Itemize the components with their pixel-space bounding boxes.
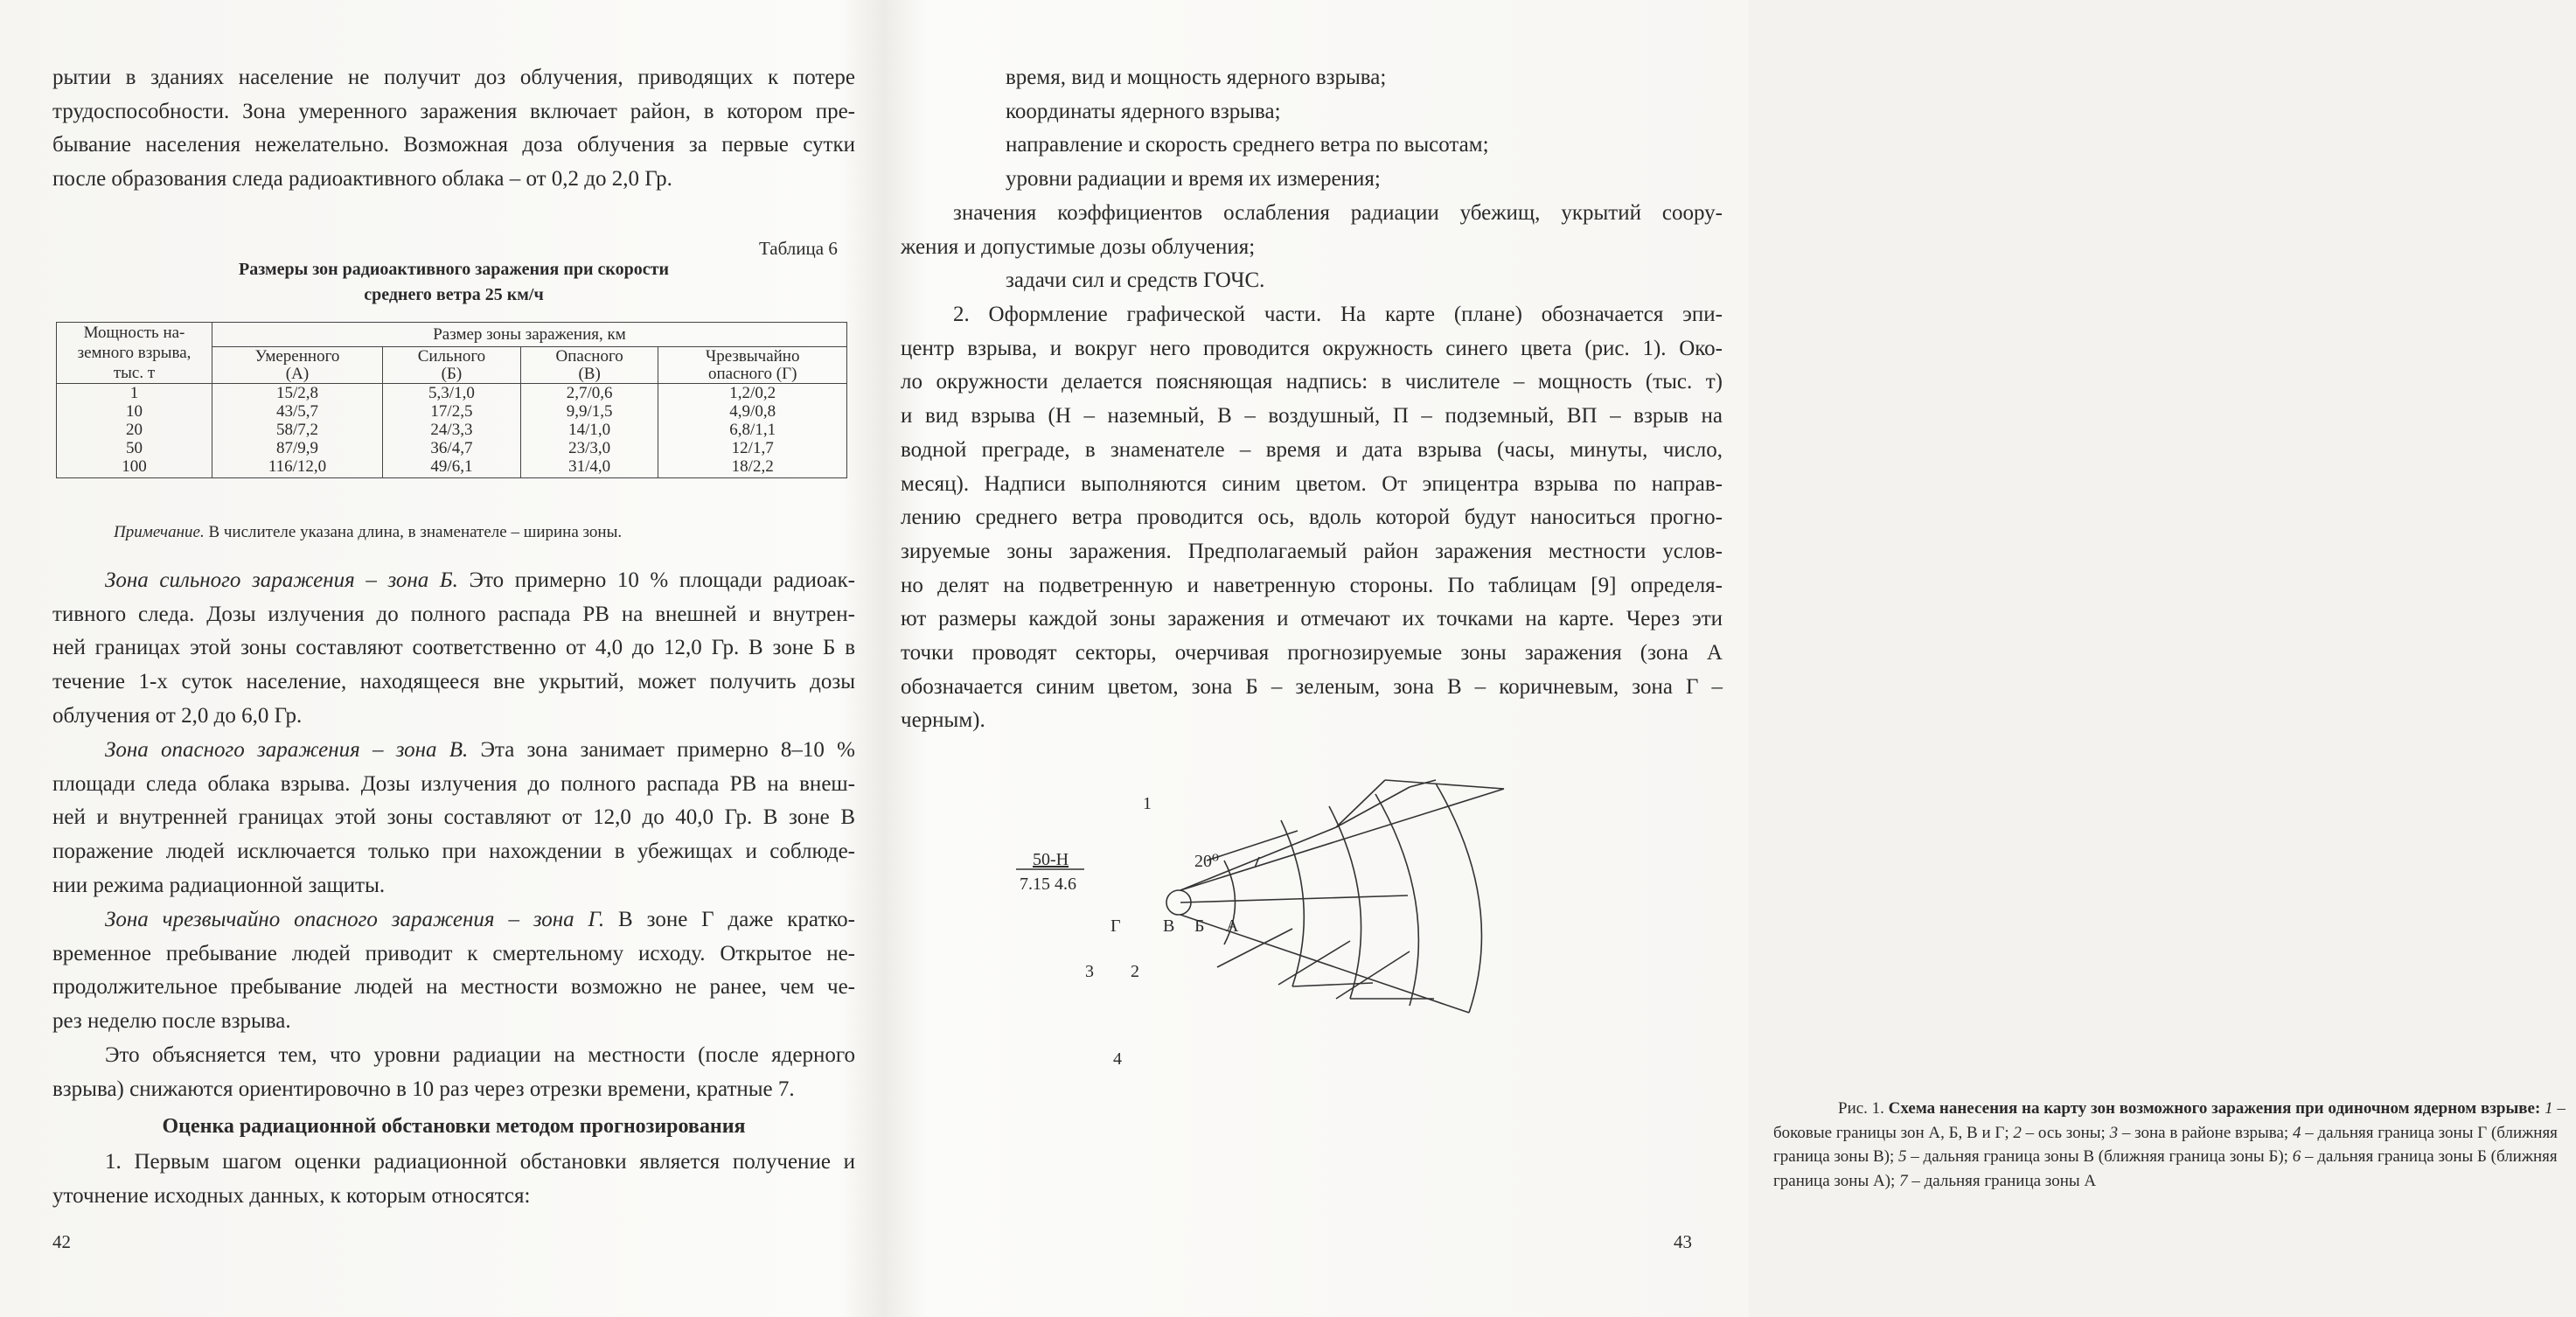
diagram-label-3: 3 [1085,962,1094,981]
diagram-zone-b: Б [1194,916,1205,936]
diagram-label-1: 1 [1143,794,1152,813]
text-line: тивного следа. Дозы излучения до полного распада РВ на внешней и внутрен- [52,602,855,626]
right-page [874,0,2566,1317]
table-title-line: среднего ветра 25 км/ч [364,285,544,304]
table-header-zone-g: Чрезвычайно опасного (Г) [658,347,847,384]
text-line: обозначается синим цветом, зона Б – зеленым, зона В – коричневым, зона Г – [901,674,1723,699]
text-line: нии режима радиационной защиты. [52,873,386,897]
text-line: месяц). Надписи выполняются синим цветом. От эпицентра взрыва по направ- [901,471,1723,496]
text-line: площади следа облака взрыва. Дозы излучения до полного распада РВ на внеш- [52,771,855,796]
left-page [0,0,874,1317]
far-border-b [1375,794,1418,1006]
table-header-zone-b: Сильного (Б) [382,347,520,384]
sector-line-1 [1207,831,1298,861]
note-text: В числителе указана длина, в знаменателе – ширина зоны. [204,523,623,541]
diagram-label-angle: 20⁰ [1194,852,1220,871]
right-list-item-5 [901,197,1723,264]
upper-boundary-line [1180,789,1504,890]
text-line: точки проводят секторы, очерчивая прогнозируемые зоны заражения (зона А [901,641,1723,665]
text-line: рытии в зданиях население не получит доз облучения, приводящих к потере [52,66,855,89]
zones-table [56,322,847,478]
table-row: 20 58/7,2 24/3,3 14/1,0 6,8/1,1 [57,421,847,439]
text-line: Зона сильного заражения – зона Б. Это примерно 10 % площади радиоак- [105,568,856,592]
table-header-zone-a: Умеренного (А) [212,347,383,384]
table-title-line: Размеры зон радиоактивного заражения при скорости [239,260,669,279]
text-line: поражение людей исключается только при нахождении в убежищах и соблюде- [52,840,855,864]
diagram-label-numerator: 50-Н [1033,850,1069,869]
diagram-label-4: 4 [1113,1049,1122,1069]
text-line: но делят на подветренную и наветренную стороны. По таблицам [9] определя- [901,573,1723,597]
diagram-label-2: 2 [1131,962,1139,981]
list-item: координаты ядерного взрыва; [1006,99,1281,123]
text-line: ют размеры каждой зоны заражения и отмечают их точками на карте. Через эти [901,607,1723,631]
right-paragraph-graphics [901,298,1723,738]
text-line: черным). [901,708,985,733]
list-item: направление и скорость среднего ветра по высотам; [1006,133,1489,157]
list-item: задачи сил и средств ГОЧС. [1006,268,1265,292]
sector-tick-2 [1278,941,1350,985]
text-line: ло окружности делается поясняющая надпись: в числителе – мощность (тыс. т) [901,370,1723,394]
left-paragraph-zone-g [52,903,855,1039]
list-item: уровни радиации и время их измерения; [1006,167,1381,192]
far-border-a [1436,784,1481,1013]
diagram-zone-a: А [1226,916,1239,936]
inner-boundary-line-4 [1385,780,1504,789]
table-header-zone-v: Опасного (В) [520,347,658,384]
table-row: 10 43/5,7 17/2,5 9,9/1,5 4,9/0,8 [57,402,847,421]
text-line: трудоспособности. Зона умеренного заражения включает район, в котором пре- [52,99,855,123]
table-header-group: Размер зоны заражения, км [212,323,847,347]
page-number-right: 43 [1674,1231,1692,1252]
diagram-zone-v: В [1163,916,1175,936]
text-line: временное пребывание людей приводит к смертельному исходу. Открытое не- [52,941,855,965]
text-line: уточнение исходных данных, к которым относятся: [52,1183,531,1208]
left-paragraph-decay [52,1039,855,1106]
text-line: ней и внутренней границах этой зоны составляют от 12,0 до 40,0 Гр. В зоне В [52,805,855,830]
text-line: течение 1-х суток население, находящееся вне укрытий, может получить дозы [52,670,855,694]
text-line: водной преграде, в знаменателе – время и дата взрыва (часы, минуты, число, [901,437,1723,462]
text-line: центр взрыва, и вокруг него проводится окружность синего цвета (рис. 1). Око- [901,336,1723,360]
text-line: Зона чрезвычайно опасного заражения – зона Г. В зоне Г даже кратко- [105,908,855,931]
text-line: взрыва) снижаются ориентировочно в 10 раз через отрезки времени, кратные 7. [52,1077,795,1101]
table-note [114,523,622,542]
text-line: Это объясняется тем, что уровни радиации на местности (после ядерного [105,1043,855,1067]
text-line: ней границах этой зоны составляют соответственно от 4,0 до 12,0 Гр. В зоне Б в [52,636,855,660]
text-line: лению среднего ветра проводится ось, вдоль которой будут наноситься прогно- [901,505,1723,530]
text-line: рез неделю после взрыва. [52,1009,291,1034]
text-line: после образования следа радиоактивного облака – от 0,2 до 2,0 Гр. [52,167,672,192]
diagram-zone-g: Г [1110,916,1121,936]
table-row: 100 116/12,0 49/6,1 31/4,0 18/2,2 [57,457,847,478]
text-line: продолжительное пребывание людей на местности возможно не ранее, чем че- [52,975,855,1000]
table-row: 50 87/9,9 36/4,7 23/3,0 12/1,7 [57,439,847,457]
term-zone-b: Зона сильного заражения – зона Б. [105,568,458,592]
text-line: и вид взрыва (Н – наземный, В – воздушный, П – подземный, ВП – взрыв на [901,404,1723,429]
zone-axis [1180,895,1408,902]
sector-tick-3 [1336,951,1410,999]
left-paragraph-step1 [52,1146,855,1213]
table-header-power: Мощность на- земного взрыва, тыс. т [57,323,212,384]
note-label: Примечание. [114,523,205,541]
text-line: 2. Оформление графической части. На карте (плане) обозначается эпи- [953,303,1723,326]
table-title [52,257,855,308]
text-line: облучения от 2,0 до 6,0 Гр. [52,703,303,728]
list-item: значения коэффициентов ослабления радиации убежищ, укрытий соору- [953,201,1723,225]
list-item: время, вид и мощность ядерного взрыва; [1006,66,1387,89]
table-number: Таблица 6 [759,238,838,259]
list-item: жения и допустимые дозы облучения; [901,234,1256,259]
term-zone-g: Зона чрезвычайно опасного заражения – зона Г. [105,908,605,931]
text-line: 1. Первым шагом оценки радиационной обстановки является получение и [105,1150,855,1174]
text-line: Зона опасного заражения – зона В. Эта зона занимает примерно 8–10 % [105,738,855,762]
zone-diagram [874,770,1749,1084]
sector-tick-4 [1292,983,1373,986]
page-number-left: 42 [52,1231,71,1252]
text-line: зируемые зоны заражения. Предполагаемый район заражения местности услов- [901,539,1723,563]
figure-caption: Рис. 1. Схема нанесения на карту зон возможного заражения при одиночном ядерном взрыве: 1 – боковые границы зон А, Б, В и Г; 2 – ось зоны; 3 – зона в районе взрыва; 4 – дальняя граница зоны Г (ближняя граница зоны В); 5 – дальняя граница зоны В (ближняя граница зоны Б); 6 – дальняя граница зоны Б (ближняя граница зоны А); 7 – дальняя граница зоны А [1773,1099,2566,1190]
left-paragraph-zone-b [52,564,855,734]
right-list [953,61,1723,197]
right-list-item-6 [953,264,1723,298]
table-row: 1 15/2,8 5,3/1,0 2,7/0,6 1,2/0,2 [57,384,847,403]
diagram-label-denominator: 7.15 4.6 [1020,875,1076,894]
inner-boundary-line-3 [1336,780,1385,827]
section-heading: Оценка радиационной обстановки методом прогнозирования [162,1115,746,1138]
left-paragraph-zone-v [52,734,855,903]
text-line: бывание населения нежелательно. Возможная доза облучения за первые сутки [52,133,855,157]
left-paragraph-1 [52,61,855,197]
term-zone-v: Зона опасного заражения – зона В. [105,738,469,762]
